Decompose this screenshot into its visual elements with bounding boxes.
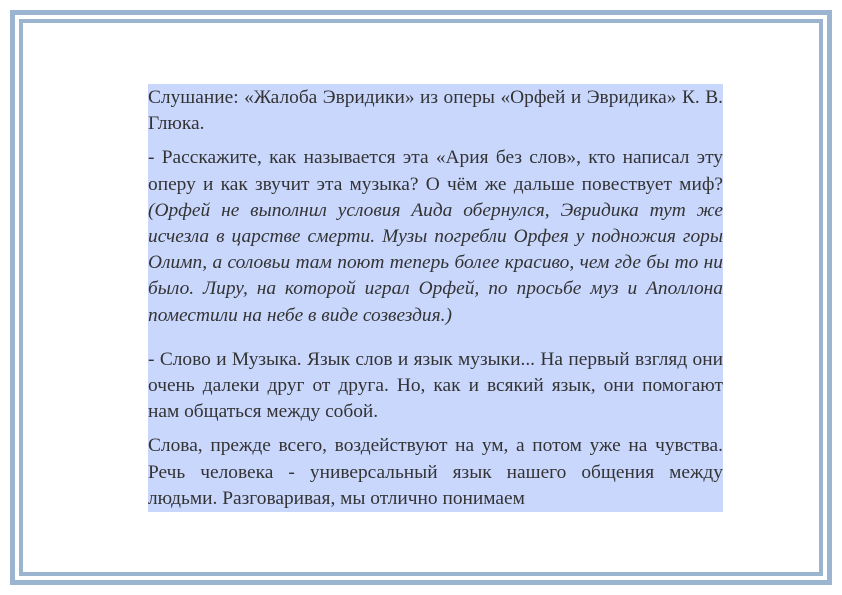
paragraph-question-myth (148, 141, 723, 334)
paragraph-question-text: - Расскажите, как называется эта «Ария без слов», кто написал эту оперу и как звучит эта музыка? О чём же дальше повествует миф? (148, 147, 723, 195)
paragraph-listening-title: Слушание: «Жалоба Эвридики» из оперы «Орфей и Эвридика» К. В. Глюка. (148, 84, 723, 141)
paragraph-myth-italic: (Орфей не выполнил условия Аида обернулся, Эвридика тут же исчезла в царстве смерти. Музы погребли Орфея у подножия горы Олимп, а соловьи там поют теперь более красиво, чем где бы то ни было. Лиру, на которой играл Орфей, по просьбе муз и Аполлона поместили на небе в виде созвездия.) (148, 199, 723, 326)
paragraph-word-and-music: - Слово и Музыка. Язык слов и язык музыки... На первый взгляд они очень далеки друг от друга. Но, как и всякий язык, они помогают нам общаться между собой. (148, 335, 723, 430)
paragraph-words-influence: Слова, прежде всего, воздействуют на ум, а потом уже на чувства. Речь человека - универсальный язык нашего общения между людьми. Разговаривая, мы отлично понимаем (148, 429, 723, 512)
slide-text-block (148, 84, 723, 533)
